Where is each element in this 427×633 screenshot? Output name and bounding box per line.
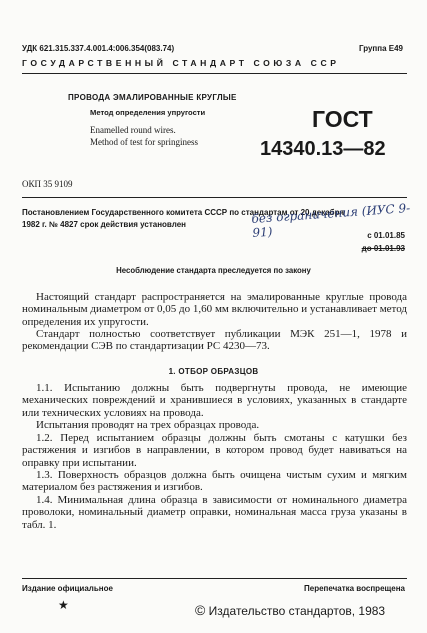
clause-1-3: 1.3. Поверхность образцов должна быть очищена чистым сухим и мягким материалом без растяжения и изгибов. bbox=[22, 469, 407, 494]
title-en-line1: Enamelled round wires. bbox=[90, 125, 176, 135]
subtitle-ru: Метод определения упругости bbox=[90, 108, 206, 117]
resolution-line1: Постановлением Государственного комитета СССР по стандартам от 20 декабря bbox=[22, 208, 345, 217]
resolution-line2: 1982 г. № 4827 срок действия установлен bbox=[22, 220, 186, 229]
effective-from: с 01.01.85 bbox=[367, 231, 405, 240]
law-notice: Несоблюдение стандарта преследуется по закону bbox=[116, 266, 311, 275]
section-heading: 1. ОТБОР ОБРАЗЦОВ bbox=[168, 367, 259, 376]
clause-1-2: 1.2. Перед испытанием образцы должны быть смотаны с катушки без растяжения и изгибов в направлении, в котором провод будет навиваться на оправку при испытании. bbox=[22, 432, 407, 469]
gost-number: 14340.13—82 bbox=[260, 138, 386, 160]
udk-code: УДК 621.315.337.4.001.4:006.354(083.74) bbox=[22, 44, 175, 53]
divider-bottom bbox=[22, 578, 407, 579]
reprint-prohibited: Перепечатка воспрещена bbox=[304, 584, 405, 593]
copyright bbox=[195, 602, 385, 618]
intro-paragraph-2: Стандарт полностью соответствует публикации МЭК 251—1, 1978 и рекомендации СЭВ по стандартизации РС 4230—73. bbox=[22, 328, 407, 353]
official-edition: Издание официальное bbox=[22, 584, 113, 593]
divider-middle bbox=[22, 197, 407, 198]
okp-code: ОКП 35 9109 bbox=[22, 179, 73, 189]
standard-banner: ГОСУДАРСТВЕННЫЙ СТАНДАРТ СОЮЗА ССР bbox=[22, 58, 340, 68]
intro-paragraph-1: Настоящий стандарт распространяется на эмалированные круглые провода номинальным диаметром от 0,05 до 1,60 мм включительно и устанавливает метод определения их упругости. bbox=[22, 291, 407, 328]
clause-1-1: 1.1. Испытанию должны быть подвергнуты провода, не имеющие механических повреждений и хранившиеся в условиях, указанных в стандарте или технических условиях на провода. bbox=[22, 382, 407, 419]
copyright-text: Издательство стандартов, 1983 bbox=[208, 604, 386, 618]
group-code: Группа Е49 bbox=[358, 44, 403, 53]
star-icon: ★ bbox=[58, 598, 69, 612]
divider-top bbox=[22, 73, 407, 74]
effective-to-struck: до 01.01.93 bbox=[361, 244, 405, 253]
handwritten-note: без ограничения (ИУС 9-91) bbox=[251, 200, 411, 240]
title-ru: ПРОВОДА ЭМАЛИРОВАННЫЕ КРУГЛЫЕ bbox=[68, 93, 237, 102]
clause-1-4: 1.4. Минимальная длина образца в зависимости от номинального диаметра проволоки, номинальный диаметр оправки, номинальная масса груза указаны в табл. 1. bbox=[22, 494, 407, 531]
title-en bbox=[90, 124, 198, 148]
copyright-icon: © bbox=[195, 602, 206, 618]
gost-label: ГОСТ bbox=[312, 106, 373, 132]
clause-1-1-note: Испытания проводят на трех образцах провода. bbox=[36, 419, 260, 431]
title-en-line2: Method of test for springiness bbox=[90, 137, 198, 147]
